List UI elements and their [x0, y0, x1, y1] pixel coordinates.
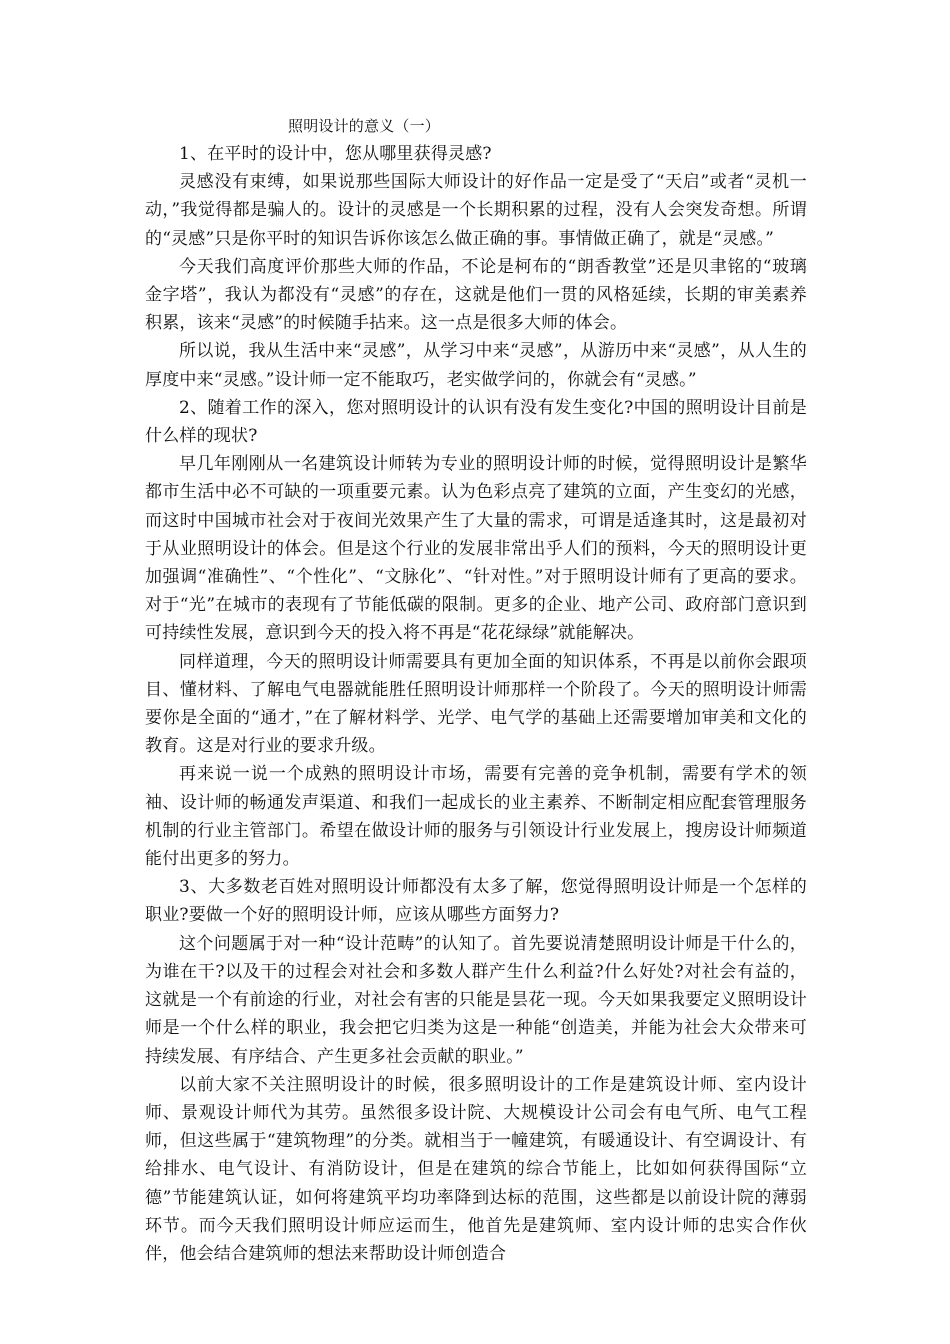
answer-paragraph: 灵感没有束缚，如果说那些国际大师设计的好作品一定是受了“天启”或者“灵机一动，”我觉得都是骗人的。设计的灵感是一个长期积累的过程，没有人会突发奇想。所谓的“灵感”只是你平时的知识告诉你该怎么做正确的事。事情做正确了，就是“灵感。” [145, 172, 807, 249]
answer-paragraph: 这个问题属于对一种“设计范畴”的认知了。首先要说清楚照明设计师是干什么的，为谁在干?以及干的过程会对社会和多数人群产生什么利益?什么好处?对社会有益的，这就是一个有前途的行业，对社会有害的只能是昙花一现。今天如果我要定义照明设计师是一个什么样的职业，我会把它归类为这是一种能“创造美，并能为社会大众带来可持续发展、有序结合、产生更多社会贡献的职业。” [145, 933, 807, 1067]
answer-paragraph: 以前大家不关注照明设计的时候，很多照明设计的工作是建筑设计师、室内设计师、景观设计师代为其劳。虽然很多设计院、大规模设计公司会有电气所、电气工程师，但这些属于“建筑物理”的分类。就相当于一幢建筑，有暖通设计、有空调设计、有给排水、电气设计、有消防设计，但是在建筑的综合节能上，比如如何获得国际“立德”节能建筑认证，如何将建筑平均功率降到达标的范围，这些都是以前设计院的薄弱环节。而今天我们照明设计师应运而生，他首先是建筑师、室内设计师的忠实合作伙伴，他会结合建筑师的想法来帮助设计师创造合 [145, 1074, 807, 1264]
answer-paragraph: 同样道理，今天的照明设计师需要具有更加全面的知识体系，不再是以前你会跟项目、懂材料、了解电气电器就能胜任照明设计师那样一个阶段了。今天的照明设计师需要你是全面的“通才，”在了解材料学、光学、电气学的基础上还需要增加审美和文化的教育。这是对行业的要求升级。 [145, 651, 807, 757]
answer-paragraph: 再来说一说一个成熟的照明设计市场，需要有完善的竞争机制，需要有学术的领袖、设计师的畅通发声渠道、和我们一起成长的业主素养、不断制定相应配套管理服务机制的行业主管部门。希望在做设计师的服务与引领设计行业发展上，搜房设计师频道能付出更多的努力。 [145, 764, 807, 870]
answer-paragraph: 所以说，我从生活中来“灵感”，从学习中来“灵感”，从游历中来“灵感”，从人生的厚度中来“灵感。”设计师一定不能取巧，老实做学问的，你就会有“灵感。” [145, 341, 807, 390]
answer-paragraph: 早几年刚刚从一名建筑设计师转为专业的照明设计师的时候，觉得照明设计是繁华都市生活中必不可缺的一项重要元素。认为色彩点亮了建筑的立面，产生变幻的光感，而这时中国城市社会对于夜间光效果产生了大量的需求，可谓是适逢其时，这是最初对于从业照明设计的体会。但是这个行业的发展非常出乎人们的预料，今天的照明设计更加强调“准确性”、“个性化”、“文脉化”、“针对性。”对于照明设计师有了更高的要求。对于“光”在城市的表现有了节能低碳的限制。更多的企业、地产公司、政府部门意识到可持续性发展，意识到今天的投入将不再是“花花绿绿”就能解决。 [145, 454, 807, 644]
question-1: 1、在平时的设计中，您从哪里获得灵感? [179, 144, 492, 164]
answer-paragraph: 今天我们高度评价那些大师的作品，不论是柯布的“朗香教堂”还是贝聿铭的“玻璃金字塔”，我认为都没有“灵感”的存在，这就是他们一贯的风格延续，长期的审美素养积累，该来“灵感”的时候随手拈来。这一点是很多大师的体会。 [145, 256, 807, 334]
document-page [145, 112, 807, 1268]
document-title: 照明设计的意义（一） [288, 117, 441, 135]
question-2: 2、随着工作的深入，您对照明设计的认识有没有发生变化?中国的照明设计目前是什么样的现状? [145, 397, 807, 447]
question-3: 3、大多数老百姓对照明设计师都没有太多了解，您觉得照明设计师是一个怎样的职业?要做一个好的照明设计师，应该从哪些方面努力? [145, 877, 807, 926]
